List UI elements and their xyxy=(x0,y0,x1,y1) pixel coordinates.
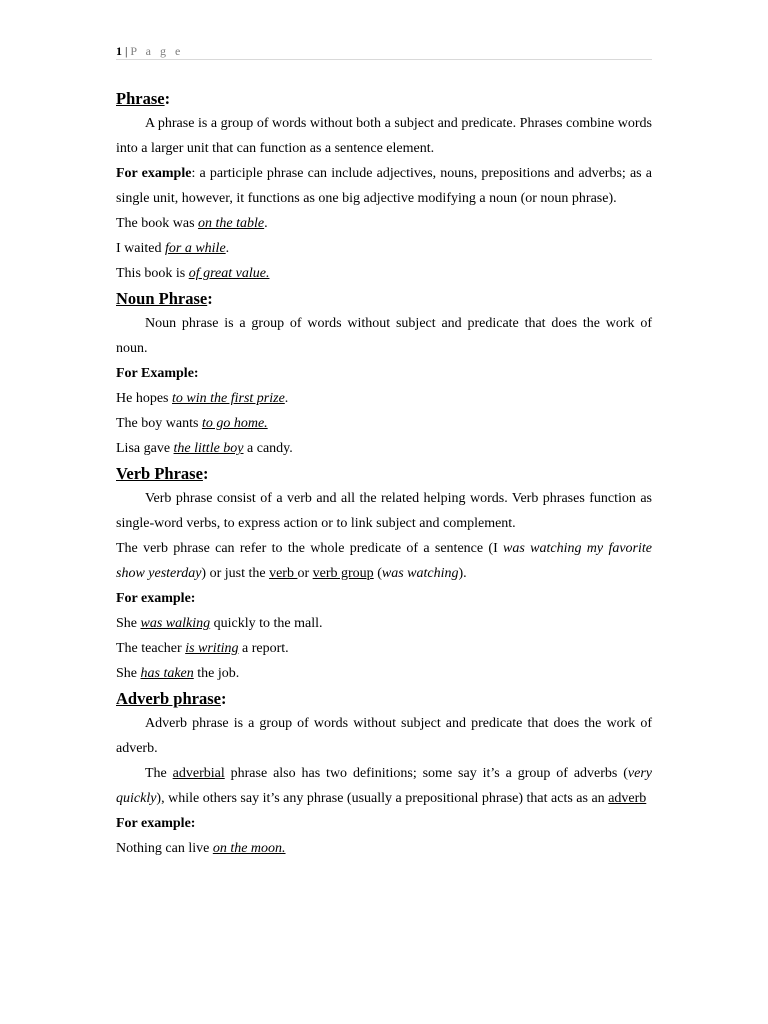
heading-adverb-phrase-text: Adverb phrase xyxy=(116,689,221,708)
example-line: She has taken the job. xyxy=(116,666,240,681)
example-line: The boy wants to go home. xyxy=(116,416,268,431)
example-line: He hopes to win the first prize. xyxy=(116,391,289,406)
for-example-label: For example: xyxy=(116,816,196,831)
verb-link: verb xyxy=(269,566,298,581)
underlined-phrase: has taken xyxy=(140,666,194,681)
verb-phrase-definition: Verb phrase consist of a verb and all the related helping words. Verb phrases function as single-word verbs, to express action or to link subject and complement. xyxy=(116,491,652,531)
adverb-phrase-definition: Adverb phrase is a group of words without subject and predicate that does the work of adverb. xyxy=(116,716,652,756)
underlined-phrase: to go home. xyxy=(201,416,268,431)
example-line: She was walking quickly to the mall. xyxy=(116,616,323,631)
example-line: Lisa gave the little boy a candy. xyxy=(116,441,293,456)
page-number: 1 xyxy=(116,44,122,58)
adverb-link: adverb xyxy=(608,791,647,806)
example-line: This book is of great value. xyxy=(116,266,270,281)
heading-phrase-text: Phrase xyxy=(116,89,165,108)
underlined-phrase: on the moon. xyxy=(212,841,286,856)
document-body xyxy=(116,86,652,861)
heading-noun-phrase-text: Noun Phrase xyxy=(116,289,208,308)
phrase-example-intro: For example: a participle phrase can include adjectives, nouns, prepositions and adverbs; as a single unit, however, it functions as one big adjective modifying a noun (or noun phrase). xyxy=(116,166,652,206)
verb-phrase-extended: The verb phrase can refer to the whole predicate of a sentence (I was watching my favorite show yesterday) or just the verb or verb group (was watching). xyxy=(116,541,652,581)
underlined-phrase: is writing xyxy=(185,641,239,656)
underlined-phrase: of great value. xyxy=(188,266,270,281)
example-line: I waited for a while. xyxy=(116,241,230,256)
noun-phrase-definition: Noun phrase is a group of words without subject and predicate that does the work of noun. xyxy=(116,316,652,356)
example-line: The teacher is writing a report. xyxy=(116,641,289,656)
underlined-phrase: was walking xyxy=(140,616,211,631)
example-line: The book was on the table. xyxy=(116,216,268,231)
adverb-phrase-extended: The adverbial phrase also has two definitions; some say it’s a group of adverbs (very quickly), while others say it’s any phrase (usually a prepositional phrase) that acts as an adverb xyxy=(116,766,653,806)
heading-verb-phrase-text: Verb Phrase xyxy=(116,464,203,483)
page-header xyxy=(116,43,652,60)
underlined-phrase: for a while xyxy=(164,241,226,256)
underlined-phrase: the little boy xyxy=(173,441,244,456)
heading-noun-phrase: Noun Phrase: xyxy=(116,289,213,308)
heading-verb-phrase: Verb Phrase: xyxy=(116,464,209,483)
for-example-label: For example: xyxy=(116,591,196,606)
adverbial-link: adverbial xyxy=(172,766,225,781)
underlined-phrase: on the table xyxy=(198,216,265,231)
phrase-definition: A phrase is a group of words without both a subject and predicate. Phrases combine words into a larger unit that can function as a sentence element. xyxy=(116,116,652,156)
for-example-label: For Example: xyxy=(116,366,199,381)
underlined-phrase: to win the first prize xyxy=(172,391,285,406)
example-line: Nothing can live on the moon. xyxy=(116,841,286,856)
heading-phrase: Phrase: xyxy=(116,89,171,108)
verb-group-link: verb group xyxy=(312,566,374,581)
page-label: P a g e xyxy=(130,44,184,58)
for-example-label: For example xyxy=(116,166,192,181)
page-separator: | xyxy=(122,44,131,58)
heading-adverb-phrase: Adverb phrase: xyxy=(116,689,227,708)
